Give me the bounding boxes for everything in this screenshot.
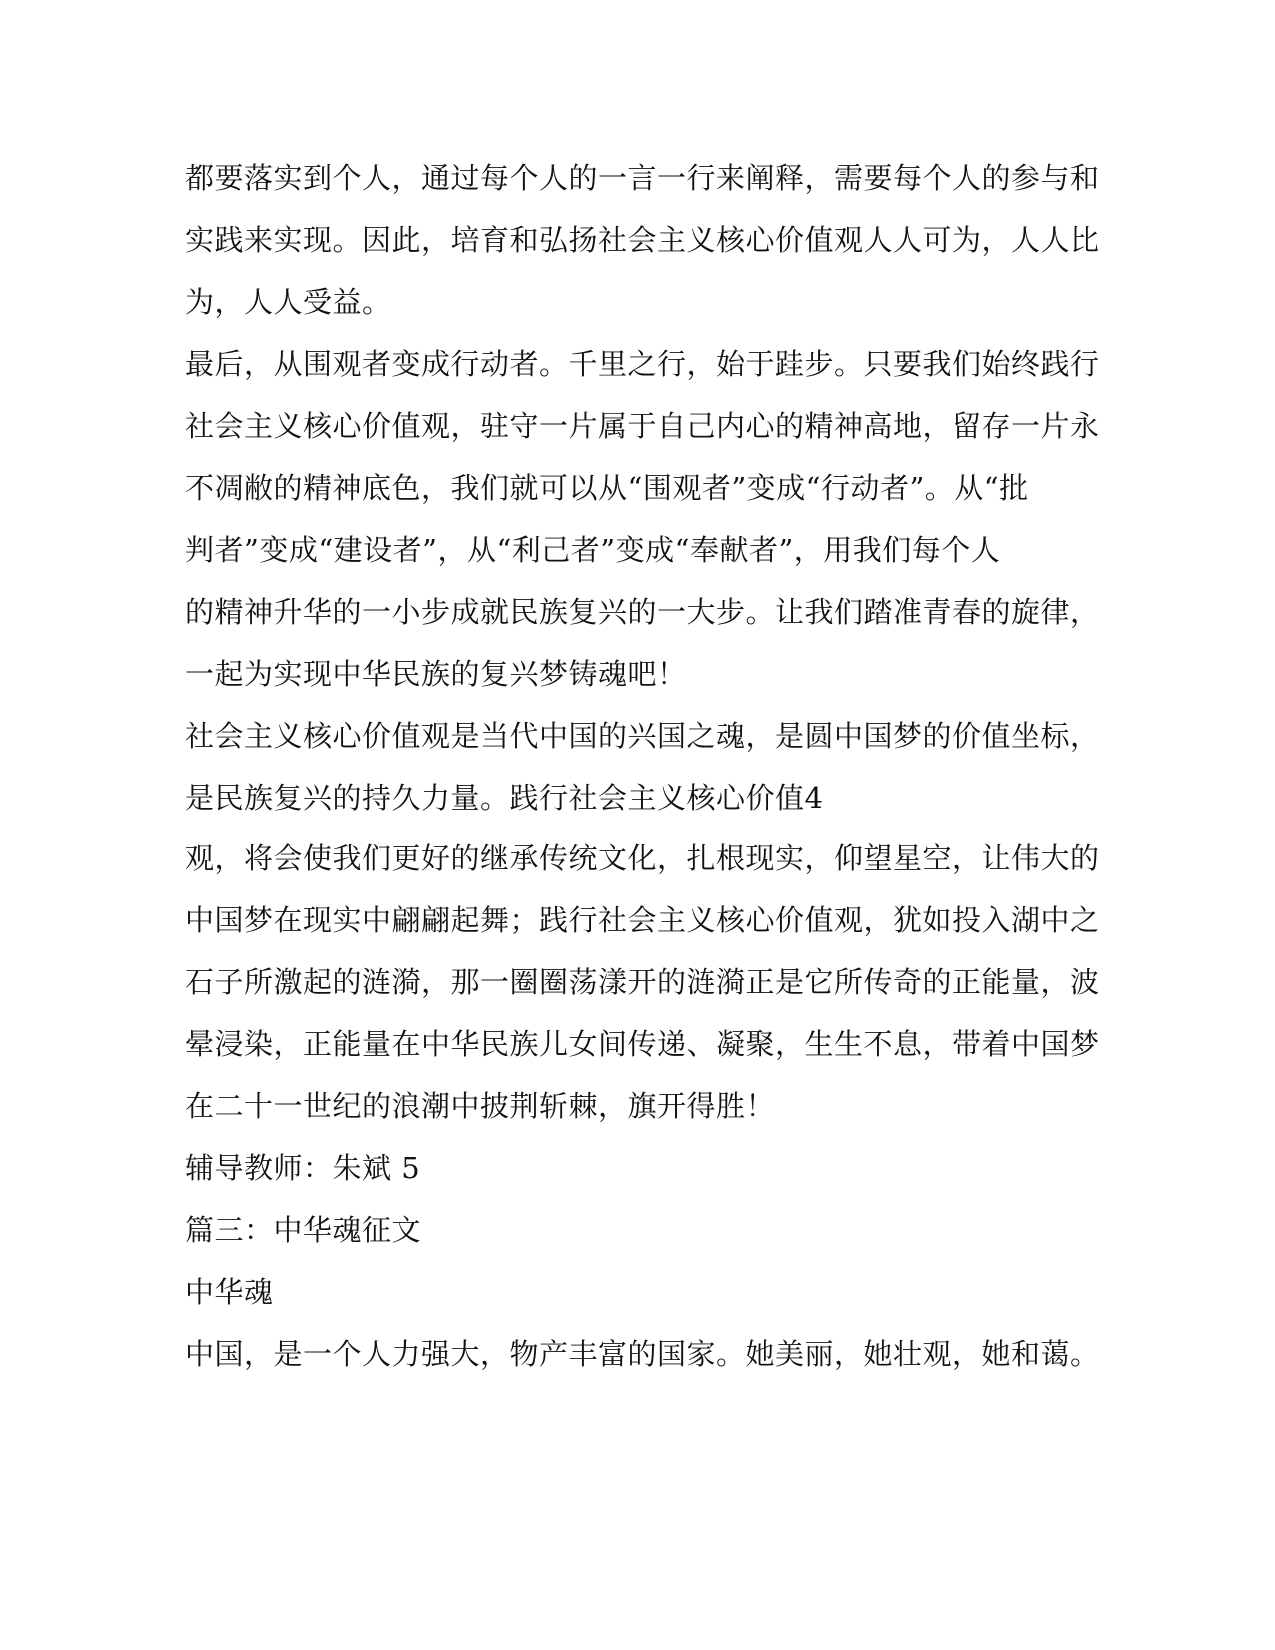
text-line: 在二十一世纪的浪潮中披荆斩棘，旗开得胜！ <box>185 1089 776 1123</box>
text-line: 晕浸染，正能量在中华民族儿女间传递、凝聚，生生不息，带着中国梦 <box>185 1027 1100 1061</box>
text-line: 辅导教师：朱斌 5 <box>185 1151 421 1185</box>
text-line: 石子所激起的涟漪，那一圈圈荡漾开的涟漪正是它所传奇的正能量，波 <box>185 965 1100 999</box>
text-line: 为，人人受益。 <box>185 285 392 319</box>
text-line: 观，将会使我们更好的继承传统文化，扎根现实，仰望星空，让伟大的 <box>185 841 1100 875</box>
text-line: 不凋敝的精神底色，我们就可以从“围观者”变成“行动者”。从“批 <box>185 471 1029 505</box>
text-line: 社会主义核心价值观，驻守一片属于自己内心的精神高地，留存一片永 <box>185 409 1100 443</box>
text-line: 最后，从围观者变成行动者。千里之行，始于跬步。只要我们始终践行 <box>185 347 1100 381</box>
text-line: 社会主义核心价值观是当代中国的兴国之魂，是圆中国梦的价值坐标， <box>185 719 1100 753</box>
text-line: 中国梦在现实中翩翩起舞；践行社会主义核心价值观，犹如投入湖中之 <box>185 903 1100 937</box>
text-line: 一起为实现中华民族的复兴梦铸魂吧！ <box>185 657 687 691</box>
section-heading: 篇三：中华魂征文 <box>185 1213 422 1247</box>
text-line: 都要落实到个人，通过每个人的一言一行来阐释，需要每个人的参与和 <box>185 161 1100 195</box>
text-line: 判者”变成“建设者”，从“利己者”变成“奉献者”，用我们每个人 <box>185 533 1001 567</box>
text-line: 是民族复兴的持久力量。践行社会主义核心价值4 <box>185 781 824 815</box>
essay-title: 中华魂 <box>185 1275 274 1309</box>
text-line: 的精神升华的一小步成就民族复兴的一大步。让我们踏准青春的旋律， <box>185 595 1100 629</box>
text-line: 中国，是一个人力强大，物产丰富的国家。她美丽，她壮观，她和蔼。 <box>185 1337 1100 1371</box>
text-line: 实践来实现。因此，培育和弘扬社会主义核心价值观人人可为，人人比 <box>185 223 1100 257</box>
